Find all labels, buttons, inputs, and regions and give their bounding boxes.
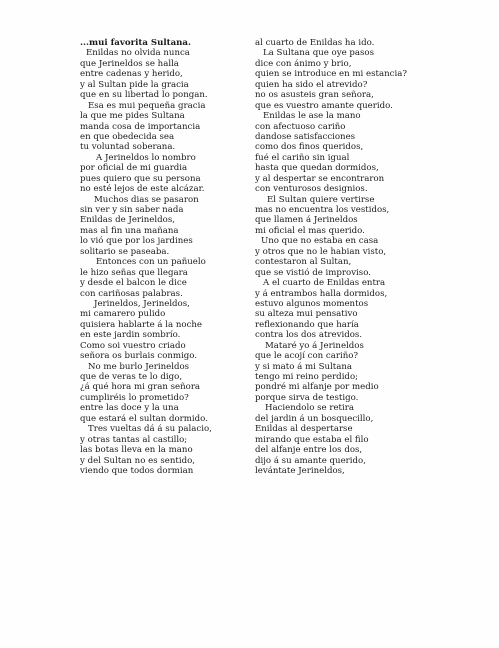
right-verse-line: contra los dos atrevidos. — [255, 330, 363, 341]
right-verse-line: con afectuoso cariño — [255, 121, 346, 132]
left-verse-column — [80, 38, 250, 476]
left-verse-line: mi camarero pulido — [80, 309, 166, 320]
left-verse-line: Entonces con un pañuelo — [96, 257, 206, 268]
right-verse-line: hasta que quedan dormidos, — [255, 163, 379, 174]
left-verse-line: por oficial de mi guardia — [80, 163, 188, 174]
right-verse-line: que se vistió de improviso. — [255, 267, 371, 278]
left-verse-line: las botas lleva en la mano — [80, 445, 193, 456]
right-verse-line: A el cuarto de Enildas entra — [263, 278, 386, 289]
left-verse-line: Como soi vuestro criado — [80, 340, 186, 351]
left-verse-line: ¿á qué hora mi gran señora — [80, 382, 201, 393]
left-verse-line: señora os burlais conmigo. — [80, 351, 198, 362]
right-verse-line: que es vuestro amante querido. — [255, 100, 393, 111]
left-verse-line: y al Sultan pide la gracia — [80, 79, 189, 90]
left-verse-line: entre cadenas y herido, — [80, 69, 183, 80]
right-verse-line: que llamen á Jerineldos — [255, 215, 358, 226]
right-verse-line: con venturosos designios. — [255, 184, 368, 195]
right-verse-line: fué el cariño sin igual — [255, 152, 350, 163]
right-verse-line: mi oficial el mas querido. — [255, 225, 365, 236]
left-verse-line: en que obedecida sea — [80, 131, 175, 142]
right-verse-line: Uno que no estaba en casa — [261, 236, 379, 247]
left-verse-line: lo vió que por los jardines — [80, 236, 193, 247]
left-verse-line: ...mui favorita Sultana. — [80, 38, 191, 48]
left-verse-line: sin ver y sin saber nada — [80, 205, 184, 215]
right-verse-line: su alteza mui pensativo — [255, 309, 358, 320]
left-verse-line: quisiera hablarte á la noche — [80, 319, 203, 330]
right-verse-line: El Sultan quiere vertirse — [267, 194, 375, 205]
left-verse-line: Muchos dias se pasaron — [94, 194, 199, 205]
right-verse-line: como dos finos queridos, — [255, 142, 364, 153]
left-verse-line: que estará el sultan dormido. — [80, 413, 208, 424]
left-verse-line: Tres vueltas dá á su palacio, — [88, 424, 212, 435]
right-verse-line: reflexionando que haría — [255, 319, 359, 330]
right-verse-line: contestaron al Sultan, — [255, 257, 352, 268]
right-verse-line: dijo á su amante querido, — [255, 455, 366, 466]
left-verse-line: y del Sultan no es sentido, — [80, 455, 195, 466]
left-verse-line: cumpliréis lo prometido? — [80, 392, 189, 403]
right-verse-line: mirando que estaba el filo — [255, 434, 369, 445]
right-verse-line: dandose satisfacciones — [255, 131, 356, 142]
left-verse-line: que Jerineldos se halla — [80, 58, 179, 69]
right-verse-line: estuvo algunos momentos — [255, 298, 369, 309]
right-verse-line: quien se introduce en mi estancia? — [255, 69, 407, 80]
left-verse-line: manda cosa de importancia — [80, 121, 201, 132]
left-verse-line: que de veras te lo digo, — [80, 372, 183, 382]
left-verse-line: con cariñosas palabras. — [80, 288, 183, 299]
right-verse-column — [255, 38, 430, 476]
left-verse-line: No me burlo Jerineldos — [88, 361, 190, 372]
left-verse-line: en este jardin sombrío. — [80, 330, 181, 341]
right-verse-line: y á entrambos halla dormidos, — [255, 288, 388, 299]
left-verse-line: Jerineldos, Jerineldos, — [94, 298, 190, 309]
right-verse-line: y al despertar se encontraron — [255, 173, 385, 184]
right-verse-line: porque sirva de testigo. — [255, 392, 359, 403]
left-verse-line: entre las doce y la una — [80, 403, 179, 414]
right-verse-line: pondré mi alfanje por medio — [255, 382, 379, 393]
right-verse-line: mas no encuentra los vestidos, — [255, 205, 390, 215]
right-verse-line: y otros que no le habian visto, — [255, 246, 387, 257]
left-verse-line: mas al fin una mañana — [80, 225, 179, 236]
left-verse-line: Enildas de Jerineldos, — [80, 215, 175, 226]
left-verse-line: la que me pides Sultana — [80, 111, 185, 122]
right-verse-line: Mataré yo á Jerineldos — [265, 340, 364, 351]
right-verse-line: del alfanje entre los dos, — [255, 445, 363, 456]
left-verse-line: Enildas no olvida nunca — [86, 48, 190, 59]
left-verse-line: no esté lejos de este alcázar. — [80, 184, 205, 195]
right-verse-line: y si mato á mi Sultana — [255, 361, 352, 372]
right-verse-line: que le acojí con cariño? — [255, 351, 359, 362]
right-verse-line: Enildas le ase la mano — [263, 111, 361, 122]
left-verse-line: solitario se paseaba. — [80, 246, 170, 257]
right-verse-line: al cuarto de Enildas ha ido. — [255, 38, 375, 48]
left-verse-line: pues quiero que su persona — [80, 173, 201, 184]
left-verse-line: viendo que todos dormian — [80, 465, 194, 476]
left-verse-line: tu voluntad soberana. — [80, 142, 176, 153]
right-verse-line: dice con ánimo y brio, — [255, 58, 352, 69]
right-verse-line: Enildas al despertarse — [255, 424, 353, 435]
right-verse-line: levántate Jerineldos, — [255, 465, 345, 476]
right-verse-line: tengo mi reino perdido; — [255, 372, 359, 382]
left-verse-line: y otras tantas al castillo; — [80, 434, 188, 445]
right-verse-line: La Sultana que oye pasos — [263, 48, 375, 59]
right-verse-line: Haciendolo se retira — [265, 403, 354, 414]
right-verse-line: del jardin á un bosquecillo, — [255, 413, 374, 424]
right-verse-line: no os asusteis gran señora, — [255, 90, 374, 101]
left-verse-line: le hizo señas que llegara — [80, 267, 188, 278]
left-verse-line: Esa es mui pequeña gracia — [88, 100, 206, 111]
right-verse-line: quien ha sido el atrevido? — [255, 79, 368, 90]
left-verse-line: A Jerineldos lo nombro — [96, 152, 196, 163]
left-verse-line: que en su libertad lo pongan. — [80, 90, 208, 101]
left-verse-line: y desde el balcon le dice — [80, 278, 187, 289]
